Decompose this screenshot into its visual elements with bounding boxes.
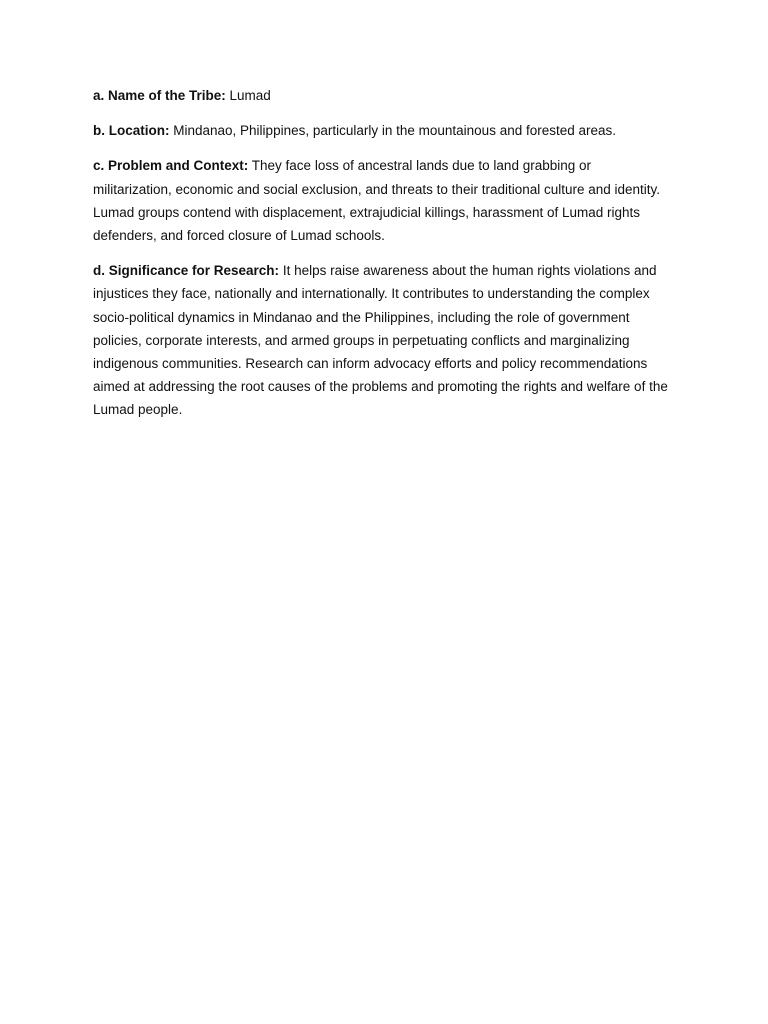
tribe-name-text: Lumad xyxy=(225,88,271,103)
significance-label: d. Significance for Research: xyxy=(93,263,280,279)
problem-context-label: c. Problem and Context: xyxy=(93,158,249,174)
tribe-name-label: a. Name of the Tribe: xyxy=(93,88,226,103)
document-body xyxy=(93,84,673,434)
problem-context-paragraph xyxy=(93,154,673,247)
tribe-name-paragraph xyxy=(93,84,673,107)
significance-paragraph xyxy=(93,259,673,421)
significance-text: It helps raise awareness about the human rights violations and injustices they face, nationally and internationally. It contributes to understanding the complex socio-political dynamics in Mindanao and the Philippines, including the role of government policies, corporate interests, and armed groups in perpetuating conflicts and marginalizing indigenous communities. Research can inform advocacy efforts and policy recommendations aimed at addressing the root causes of the problems and promoting the rights and welfare of the Lumad people. xyxy=(93,263,668,418)
location-text: Mindanao, Philippines, particularly in the mountainous and forested areas. xyxy=(169,123,617,139)
location-paragraph xyxy=(93,119,673,142)
problem-context-text: They face loss of ancestral lands due to land grabbing or militarization, economic and social exclusion, and threats to their traditional culture and identity. Lumad groups contend with displacement, extrajudicial killings, harassment of Lumad rights defenders, and forced closure of Lumad schools. xyxy=(93,158,661,244)
location-label: b. Location: xyxy=(93,123,170,139)
